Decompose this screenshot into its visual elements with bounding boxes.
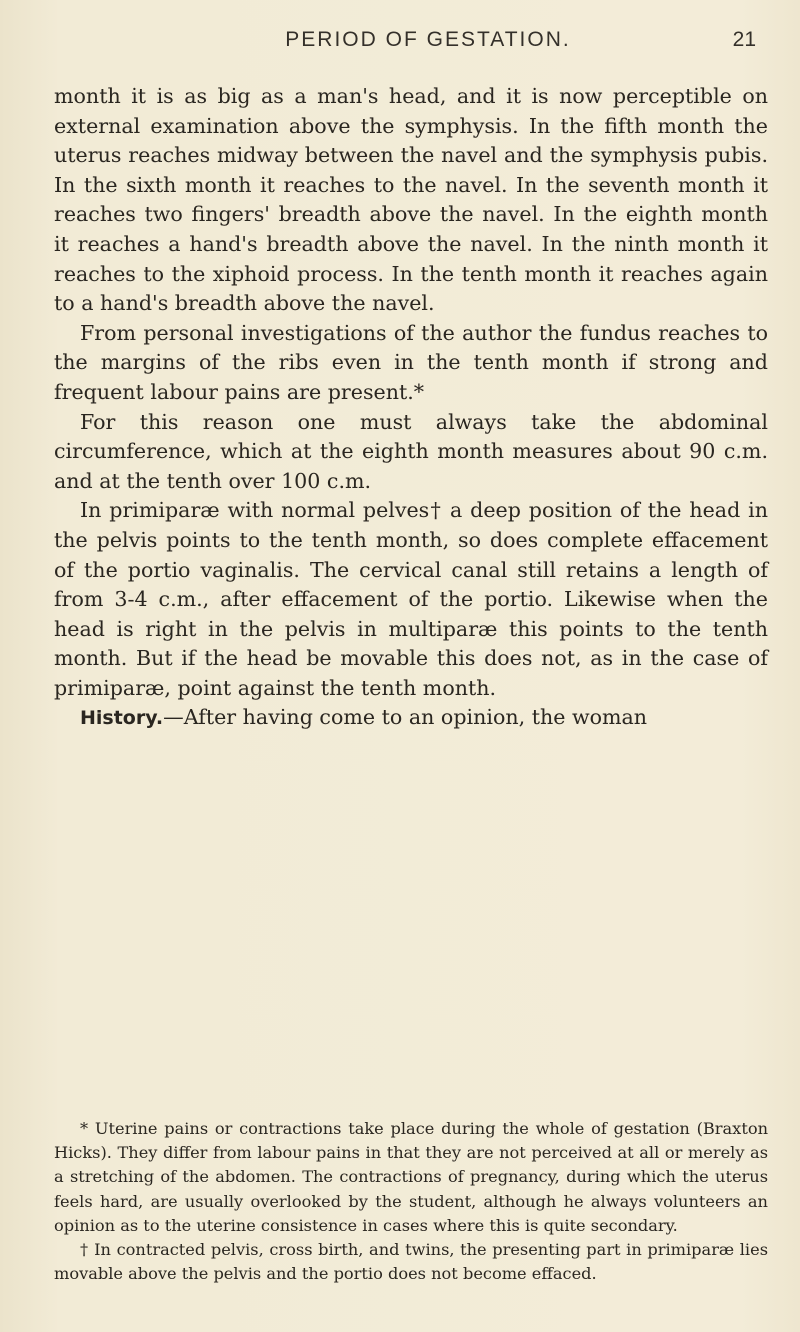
paragraph-primiparae: In primiparæ with normal pelves† a deep position of the head in the pelvis points to the tenth month, so does complete effacement of the portio vaginalis. The cervical canal still retains a length of from 3-4 c.m., after effacement of the portio. Likewise when the head is right in the pelvis in multiparæ this points to the tenth month. But if the head be movable this does not, as in the case of primiparæ, point against the tenth month. [54, 498, 768, 700]
page-number: 21 [732, 28, 756, 51]
paragraph-fundus-investigations: From personal investigations of the author the fundus reaches to the margins of the ribs even in the tenth month if strong and frequent labour pains are present.* [54, 320, 768, 404]
footnote-uterine-pains: * Uterine pains or contractions take place during the whole of gestation (Braxton Hicks). They differ from labour pains in that they are not perceived at all or merely as a stretching of the abdomen. The contractions of pregnancy, during which the uterus feels hard, are usually overlooked by the student, although he always volunteers an opinion as to the uterine consistence in cases where this is quite secondary. [54, 1119, 768, 1235]
footnote-contracted-pelvis: † In contracted pelvis, cross birth, and twins, the presenting part in primiparæ lies movable above the pelvis and the portio does not become effaced. [54, 1240, 768, 1284]
footnotes [54, 1117, 768, 1286]
paragraph-continued: month it is as big as a man's head, and it is now perceptible on external examination above the symphysis. In the fifth month the uterus reaches midway between the navel and the symphysis pubis. In the sixth month it reaches to the navel. In the seventh month it reaches two fingers' breadth above the navel. In the eighth month it reaches a hand's breadth above the navel. In the ninth month it reaches to the xiphoid process. In the tenth month it reaches again to a hand's breadth above the navel. [54, 84, 768, 316]
history-heading: History. [80, 707, 164, 730]
running-head [100, 28, 756, 68]
paragraph-history [54, 703, 768, 734]
body-text [54, 82, 768, 734]
history-text: —After having come to an opinion, the woman [163, 705, 648, 730]
paragraph-abdominal-circumference: For this reason one must always take the abdominal circumference, which at the eighth month measures about 90 c.m. and at the tenth over 100 c.m. [54, 409, 768, 493]
running-title: PERIOD OF GESTATION. [285, 28, 571, 51]
